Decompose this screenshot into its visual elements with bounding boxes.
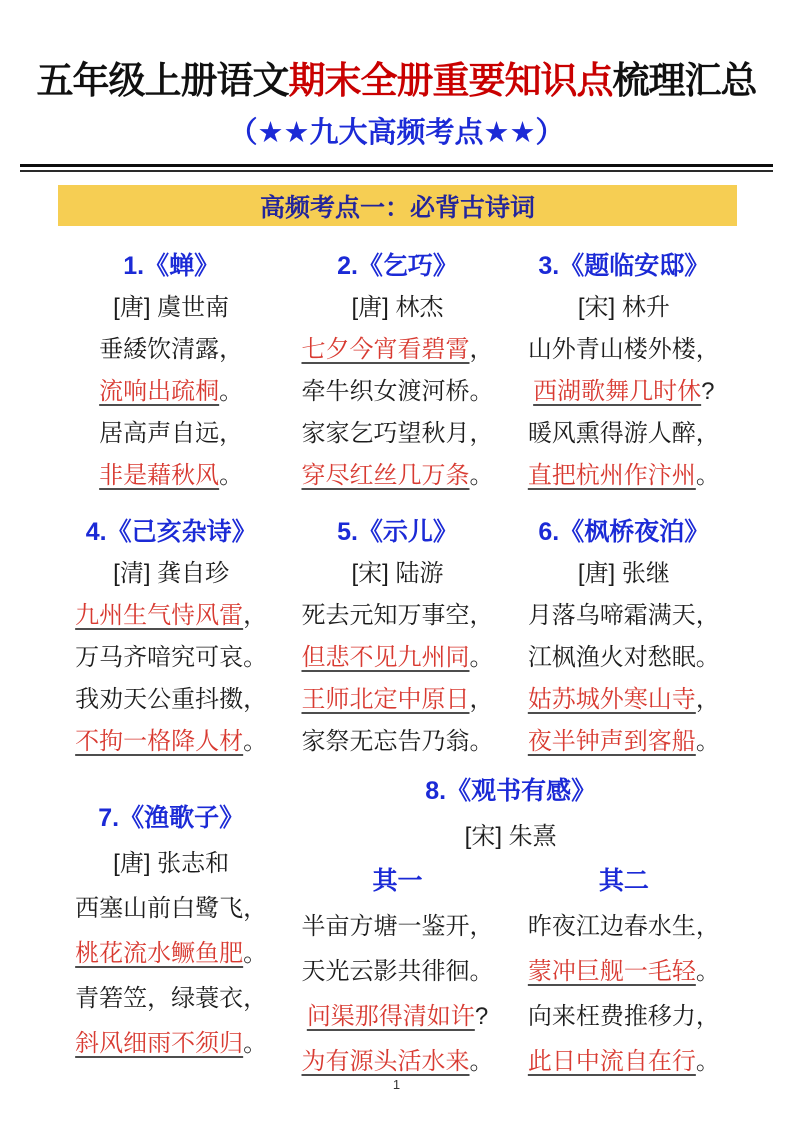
highlighted-verse: 问渠那得清如许 (306, 1003, 475, 1030)
poem-line (284, 455, 510, 497)
poem-line (58, 455, 284, 497)
poem-part (511, 859, 737, 1084)
poems-row-2 (58, 511, 737, 763)
highlighted-verse: 七夕今宵看碧霄 (301, 336, 470, 363)
section-header-banner (58, 185, 737, 226)
poem-title: 8.《观书有感》 (425, 777, 597, 805)
poems-grid (58, 245, 737, 1084)
highlighted-verse: 夜半钟声到客船 (527, 728, 696, 755)
poem-line (58, 931, 284, 976)
poem-cell-4 (58, 511, 284, 763)
poem-cell-2 (284, 245, 510, 497)
verse-punctuation: 。 (695, 958, 720, 985)
verse-punctuation: 。 (219, 462, 244, 489)
poem-line: 西塞山前白鹭飞， (75, 895, 268, 922)
poem-line (284, 637, 510, 679)
poem-author: [唐] 林杰 (351, 294, 444, 321)
poem-line (511, 949, 737, 994)
poem-title: 3.《题临安邸》 (538, 252, 710, 280)
highlighted-verse: 但悲不见九州同 (301, 644, 470, 671)
poem-line (511, 455, 737, 497)
highlighted-verse: 九州生气恃风雷 (75, 602, 244, 629)
verse-punctuation: ? (701, 378, 715, 405)
poems-row-1 (58, 245, 737, 497)
poem-line: 家家乞巧望秋月， (301, 420, 494, 447)
poem-author: [宋] 陆游 (351, 560, 444, 587)
poem-author: [清] 龚自珍 (113, 560, 230, 587)
poem-line: 暖风熏得游人醉， (527, 420, 720, 447)
poem-line: 天光云影共徘徊。 (301, 958, 494, 985)
title-segment-red: 期末全册重要知识点 (288, 61, 613, 102)
verse-punctuation: 。 (695, 462, 720, 489)
verse-punctuation: 。 (695, 728, 720, 755)
poem-line: 居高声自远， (99, 420, 244, 447)
poem-title: 7.《渔歌子》 (98, 804, 245, 832)
poem-line (511, 679, 737, 721)
verse-punctuation: ? (474, 1003, 489, 1030)
poem-line: 死去元知万事空， (301, 602, 494, 629)
poem-line: 半亩方塘一鉴开， (301, 913, 494, 940)
highlighted-verse: 非是藉秋风 (99, 462, 220, 489)
poem-line: 月落乌啼霜满天， (527, 602, 720, 629)
poem-author: [唐] 虞世南 (113, 294, 230, 321)
poem-cell-6 (511, 511, 737, 763)
highlighted-verse: 不拘一格降人材 (75, 728, 244, 755)
verse-punctuation: 。 (243, 728, 268, 755)
poem-author: [宋] 林升 (577, 294, 670, 321)
poem-title: 5.《示儿》 (337, 518, 458, 546)
poem-title: 6.《枫桥夜泊》 (538, 518, 710, 546)
poem-cell-8 (284, 769, 737, 1084)
poems-row-3 (58, 769, 737, 1084)
poem-title: 4.《己亥杂诗》 (85, 518, 257, 546)
poem-cell-7 (58, 769, 284, 1084)
poem-line (284, 679, 510, 721)
highlighted-verse: 王师北定中原日 (301, 686, 470, 713)
poem-line: 昨夜江边春水生， (527, 913, 720, 940)
highlighted-verse: 斜风细雨不须归 (75, 1030, 244, 1057)
highlighted-verse: 为有源头活水来 (301, 1048, 470, 1075)
poem-line (58, 721, 284, 763)
page-subtitle: （★★九大高频考点★★） (228, 117, 565, 149)
highlighted-verse: 蒙冲巨舰一毛轻 (527, 958, 696, 985)
poem-line: 家祭无忘告乃翁。 (301, 728, 494, 755)
poem-author: [宋] 朱熹 (464, 823, 557, 850)
poem-line: 垂緌饮清露， (99, 336, 244, 363)
highlighted-verse: 此日中流自在行 (527, 1048, 696, 1075)
poem-line: 江枫渔火对愁眠。 (527, 644, 720, 671)
double-rule-divider (20, 164, 773, 172)
verse-punctuation: 。 (219, 378, 244, 405)
poem-line: 万马齐喑究可哀。 (75, 644, 268, 671)
poem-line (58, 595, 284, 637)
poem-cell-5 (284, 511, 510, 763)
part-label: 其二 (598, 867, 649, 895)
highlighted-verse: 桃花流水鳜鱼肥 (75, 940, 244, 967)
page-title (0, 0, 793, 104)
poem-line: 青箬笠，绿蓑衣， (75, 985, 268, 1012)
poem-cell-3 (511, 245, 737, 497)
verse-punctuation: 。 (243, 940, 268, 967)
highlighted-verse: 穿尽红丝几万条 (301, 462, 470, 489)
poem-line (511, 371, 737, 413)
title-segment-black-1: 五年级上册语文 (36, 61, 289, 102)
page-number: 1 (392, 1077, 401, 1092)
verse-punctuation: 。 (243, 1030, 268, 1057)
poem-parts (284, 859, 737, 1084)
poem-line: 向来枉费推移力， (527, 1003, 720, 1030)
highlighted-verse: 流响出疏桐 (99, 378, 220, 405)
poem-line (58, 371, 284, 413)
highlighted-verse: 西湖歌舞几时休 (533, 378, 702, 405)
verse-punctuation: ， (469, 686, 494, 713)
poem-line (511, 721, 737, 763)
poem-line: 我劝天公重抖擞， (75, 686, 268, 713)
poem-line: 牵牛织女渡河桥。 (301, 378, 494, 405)
poem-line (58, 1021, 284, 1066)
verse-punctuation: 。 (469, 1048, 494, 1075)
poem-title: 1.《蝉》 (123, 252, 220, 280)
poem-line (284, 329, 510, 371)
poem-cell-1 (58, 245, 284, 497)
poem-line: 山外青山楼外楼， (527, 336, 720, 363)
verse-punctuation: ， (243, 602, 268, 629)
verse-punctuation: 。 (469, 644, 494, 671)
verse-punctuation: ， (469, 336, 494, 363)
poem-line (284, 994, 510, 1039)
verse-punctuation: ， (695, 686, 720, 713)
part-label: 其一 (372, 867, 423, 895)
highlighted-verse: 姑苏城外寒山寺 (527, 686, 696, 713)
title-segment-black-2: 梳理汇总 (612, 61, 757, 102)
verse-punctuation: 。 (695, 1048, 720, 1075)
poem-author: [唐] 张继 (577, 560, 670, 587)
poem-title: 2.《乞巧》 (337, 252, 458, 280)
poem-author: [唐] 张志和 (113, 850, 230, 877)
highlighted-verse: 直把杭州作汴州 (527, 462, 696, 489)
verse-punctuation: 。 (469, 462, 494, 489)
section-header-label: 高频考点一：必背古诗词 (259, 193, 535, 222)
poem-part (284, 859, 510, 1084)
